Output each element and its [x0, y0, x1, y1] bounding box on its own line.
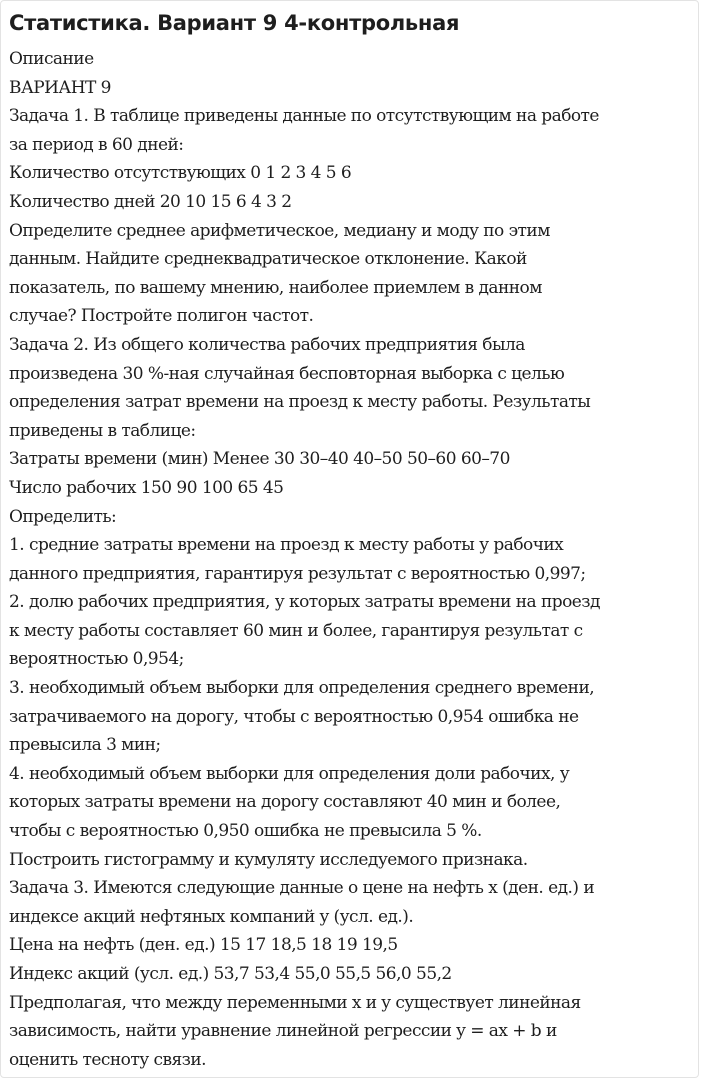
text-line: данным. Найдите среднеквадратическое отклонение. Какой [9, 249, 527, 270]
text-line: затрачиваемого на дорогу, чтобы с вероятностью 0,954 ошибка не [9, 706, 579, 727]
text-line: 1. средние затраты времени на проезд к месту работы у рабочих [9, 535, 564, 556]
text-line: ВАРИАНТ 9 [9, 77, 111, 98]
text-line: Задача 2. Из общего количества рабочих предприятия была [9, 334, 525, 355]
text-line: вероятностью 0,954; [9, 649, 184, 670]
text-line: индексе акций нефтяных компаний y (усл. ед.). [9, 906, 414, 927]
text-line: чтобы с вероятностью 0,950 ошибка не превысила 5 %. [9, 821, 482, 842]
text-line: которых затраты времени на дорогу составляют 40 мин и более, [9, 792, 561, 813]
text-line: Цена на нефть (ден. ед.) 15 17 18,5 18 19 19,5 [9, 935, 398, 956]
text-line: Определите среднее арифметическое, медиану и моду по этим [9, 220, 550, 241]
text-line: Определить: [9, 506, 117, 527]
text-line: Затраты времени (мин) Менее 30 30–40 40–50 50–60 60–70 [9, 449, 510, 470]
text-line: показатель, по вашему мнению, наиболее приемлем в данном [9, 277, 542, 298]
text-line: зависимость, найти уравнение линейной регрессии y = ax + b и [9, 1021, 557, 1042]
text-line: Индекс акций (усл. ед.) 53,7 53,4 55,0 55,5 56,0 55,2 [9, 964, 452, 984]
text-line: произведена 30 %-ная случайная бесповторная выборка с целью [9, 363, 565, 384]
page-title: Статистика. Вариант 9 4-контрольная [9, 11, 460, 35]
text-line: Предполагая, что между переменными x и y существует линейная [9, 992, 581, 1013]
text-line: определения затрат времени на проезд к месту работы. Результаты [9, 392, 591, 413]
text-line: Описание [9, 49, 94, 69]
text-line: Задача 3. Имеются следующие данные о цене на нефть x (ден. ед.) и [9, 878, 595, 899]
document-body [9, 45, 697, 1074]
text-line: приведены в таблице: [9, 420, 196, 441]
text-line: 3. необходимый объем выборки для определения среднего времени, [9, 678, 595, 699]
text-line: Количество отсутствующих 0 1 2 3 4 5 6 [9, 163, 352, 184]
text-line: случае? Постройте полигон частот. [9, 306, 314, 327]
text-line: Построить гистограмму и кумуляту исследуемого признака. [9, 849, 528, 870]
text-line: превысила 3 мин; [9, 735, 161, 756]
text-line: 4. необходимый объем выборки для определения доли рабочих, у [9, 763, 570, 784]
text-line: данного предприятия, гарантируя результат с вероятностью 0,997; [9, 563, 586, 584]
text-line: оценить тесноту связи. [9, 1049, 207, 1070]
text-line: Задача 1. В таблице приведены данные по отсутствующим на работе [9, 106, 599, 127]
text-line: за период в 60 дней: [9, 134, 184, 155]
text-line: к месту работы составляет 60 мин и более, гарантируя результат с [9, 620, 583, 641]
text-line: Количество дней 20 10 15 6 4 3 2 [9, 191, 292, 212]
text-line: Число рабочих 150 90 100 65 45 [9, 477, 284, 498]
text-line: 2. долю рабочих предприятия, у которых затраты времени на проезд [9, 592, 600, 613]
